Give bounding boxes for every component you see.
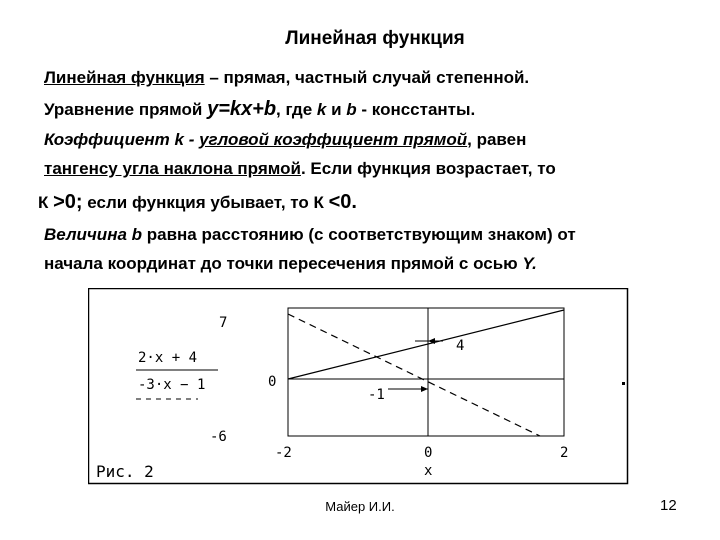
line2-prefix: Уравнение прямой — [44, 100, 208, 119]
term-linear-function: Линейная функция — [44, 68, 205, 87]
term-tangent: тангенсу угла наклона прямой — [44, 159, 301, 178]
line6-rest: равна расстоянию (с соответствующим знаком) от — [142, 225, 576, 244]
line2-middle: , где — [276, 100, 317, 119]
equation: y=kx+b — [207, 98, 277, 120]
text-line-7 — [44, 254, 537, 274]
y-tick-zero: 0 — [268, 374, 277, 390]
condition-positive: >0; — [53, 191, 83, 213]
legend-series-1: 2·x + 4 — [138, 350, 198, 366]
text-line-4 — [44, 159, 556, 179]
var-b: b — [346, 100, 357, 119]
line1-rest: – прямая, частный случай степенной. — [204, 68, 530, 87]
stray-dot — [622, 382, 625, 385]
figure-caption: Рис. 2 — [96, 462, 154, 481]
x-tick-mid: 0 — [424, 445, 433, 461]
line5-mid: если функция убывает, то — [82, 193, 314, 212]
text-line-3 — [44, 130, 526, 150]
x-tick-right: 2 — [560, 445, 569, 461]
var-k: k — [316, 100, 327, 119]
line4-rest: . Если функция возрастает, то — [300, 159, 556, 178]
slide-title: Линейная функция — [285, 28, 465, 49]
x-axis-label: x — [424, 463, 433, 479]
annotation-minus-1: -1 — [368, 387, 385, 403]
text-line-1 — [44, 68, 529, 88]
axis-y: Y. — [522, 254, 537, 273]
text-line-6 — [44, 225, 576, 245]
term-slope: угловой коэффициент прямой — [199, 130, 468, 149]
plot-area — [288, 308, 564, 436]
k-symbol-1: К — [38, 193, 54, 212]
term-b-value: Величина b — [44, 225, 143, 244]
text-line-2 — [44, 98, 475, 121]
legend-series-2: -3·x − 1 — [138, 377, 206, 393]
condition-negative: <0. — [328, 191, 357, 213]
line3-rest: , равен — [467, 130, 527, 149]
y-tick-top: 7 — [219, 315, 228, 331]
page-number: 12 — [660, 497, 677, 514]
line2-and: и — [326, 100, 347, 119]
x-tick-left: -2 — [275, 445, 292, 461]
coefficient-k: Коэффициент k - — [44, 130, 200, 149]
linear-function-figure — [88, 288, 630, 485]
line-minus-3x-minus-1 — [288, 314, 540, 436]
footer-author: Майер И.И. — [325, 499, 395, 514]
line2-suffix: - конcстанты. — [356, 100, 476, 119]
text-line-5 — [38, 191, 357, 214]
line-2x-plus-4 — [288, 310, 564, 379]
y-tick-bottom: -6 — [210, 429, 227, 445]
k-symbol-2: К — [313, 193, 329, 212]
line7-text: начала координат до точки пересечения прямой с осью — [44, 254, 523, 273]
marker-minus1-arrowhead — [421, 386, 428, 392]
annotation-4: 4 — [456, 338, 465, 354]
